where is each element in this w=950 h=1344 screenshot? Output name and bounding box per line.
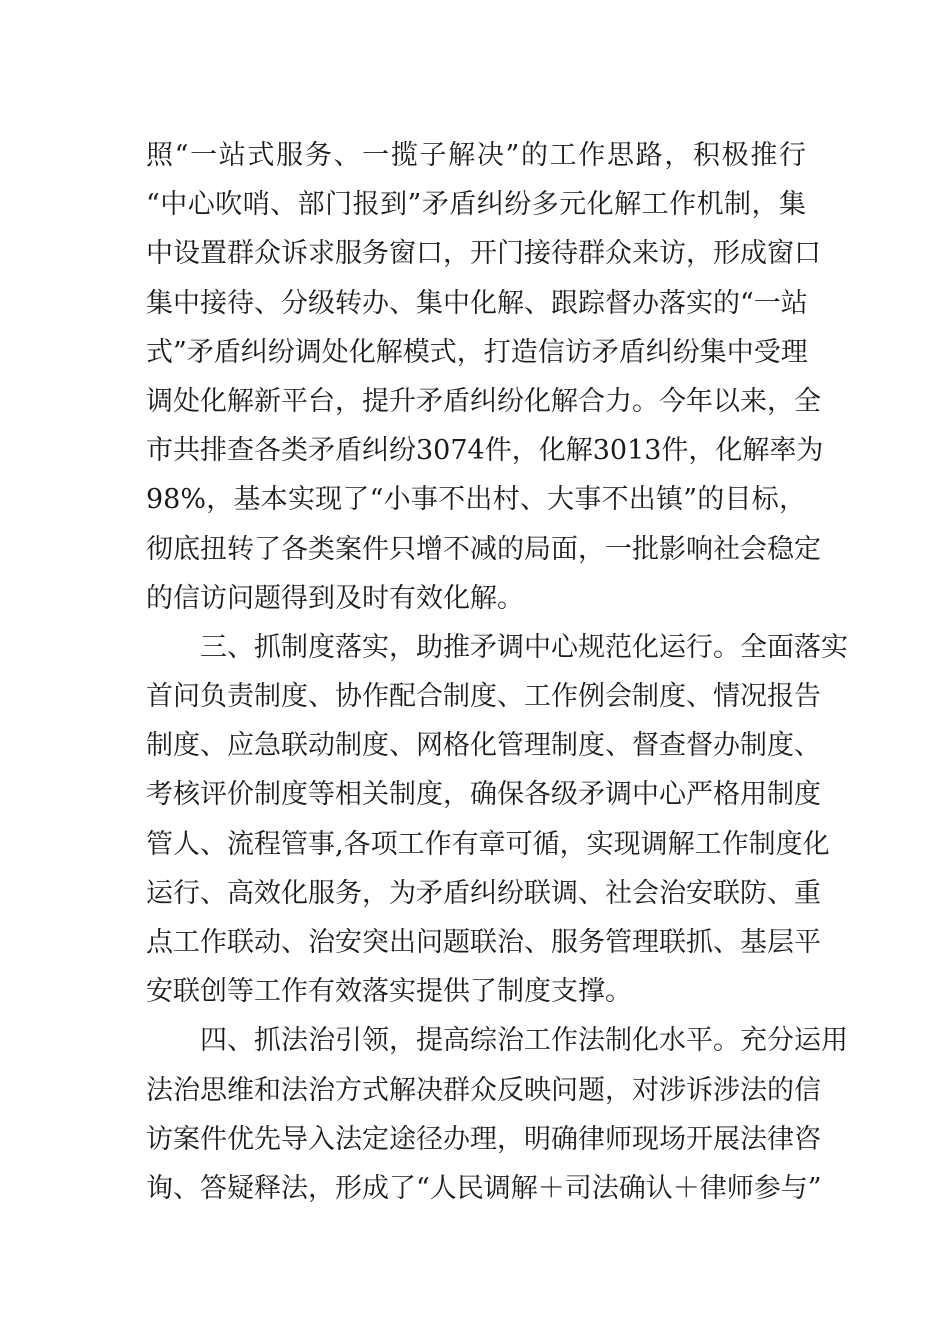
section-heading-line: 四、抓法治引领，提高综治工作法制化水平。充分运用: [146, 1025, 848, 1057]
text-line: 的信访问题得到及时有效化解。: [146, 582, 524, 614]
text-line: 彻底扭转了各类案件只增不减的局面，一批影响社会稳定: [146, 533, 821, 565]
paragraph-3: [146, 1016, 848, 1213]
text-line: 调处化解新平台，提升矛盾纠纷化解合力。今年以来，全: [146, 385, 821, 417]
section-heading-line: 三、抓制度落实，助推矛调中心规范化运行。全面落实: [146, 631, 848, 663]
text-line: 运行、高效化服务，为矛盾纠纷联调、社会治安联防、重: [146, 877, 821, 909]
text-line: 管人、流程管事,各项工作有章可循，实现调解工作制度化: [146, 828, 830, 860]
text-line: 98%，基本实现了“小事不出村、大事不出镇”的目标，: [146, 484, 806, 516]
text-line: 制度、应急联动制度、网格化管理制度、督查督办制度、: [146, 730, 821, 762]
text-line: 访案件优先导入法定途径办理，明确律师现场开展法律咨: [146, 1123, 821, 1155]
paragraph-1: [146, 131, 824, 623]
text-line: 集中接待、分级转办、集中化解、跟踪督办落实的“一站: [146, 287, 808, 319]
text-line: 市共排查各类矛盾纠纷3074件，化解3013件，化解率为: [146, 435, 824, 467]
text-line: 法治思维和法治方式解决群众反映问题，对涉诉涉法的信: [146, 1074, 821, 1106]
paragraph-2: [146, 623, 848, 1017]
text-line: 询、答疑释法，形成了“人民调解＋司法确认＋律师参与”: [146, 1172, 822, 1204]
text-line: 中设置群众诉求服务窗口，开门接待群众来访，形成窗口: [146, 238, 821, 270]
document-body: [146, 131, 848, 1213]
text-line: 点工作联动、治安突出问题联治、服务管理联抓、基层平: [146, 927, 821, 958]
text-line: 考核评价制度等相关制度，确保各级矛调中心严格用制度: [146, 779, 821, 811]
text-line: 安联创等工作有效落实提供了制度支撑。: [146, 976, 632, 1008]
text-line: 式”矛盾纠纷调处化解模式，打造信访矛盾纠纷集中受理: [146, 336, 808, 368]
text-line: 照“一站式服务、一揽子解决”的工作思路，积极推行: [146, 140, 806, 171]
text-line: 首问负责制度、协作配合制度、工作例会制度、情况报告: [146, 681, 821, 713]
text-line: “中心吹哨、部门报到”矛盾纠纷多元化解工作机制，集: [146, 189, 806, 221]
